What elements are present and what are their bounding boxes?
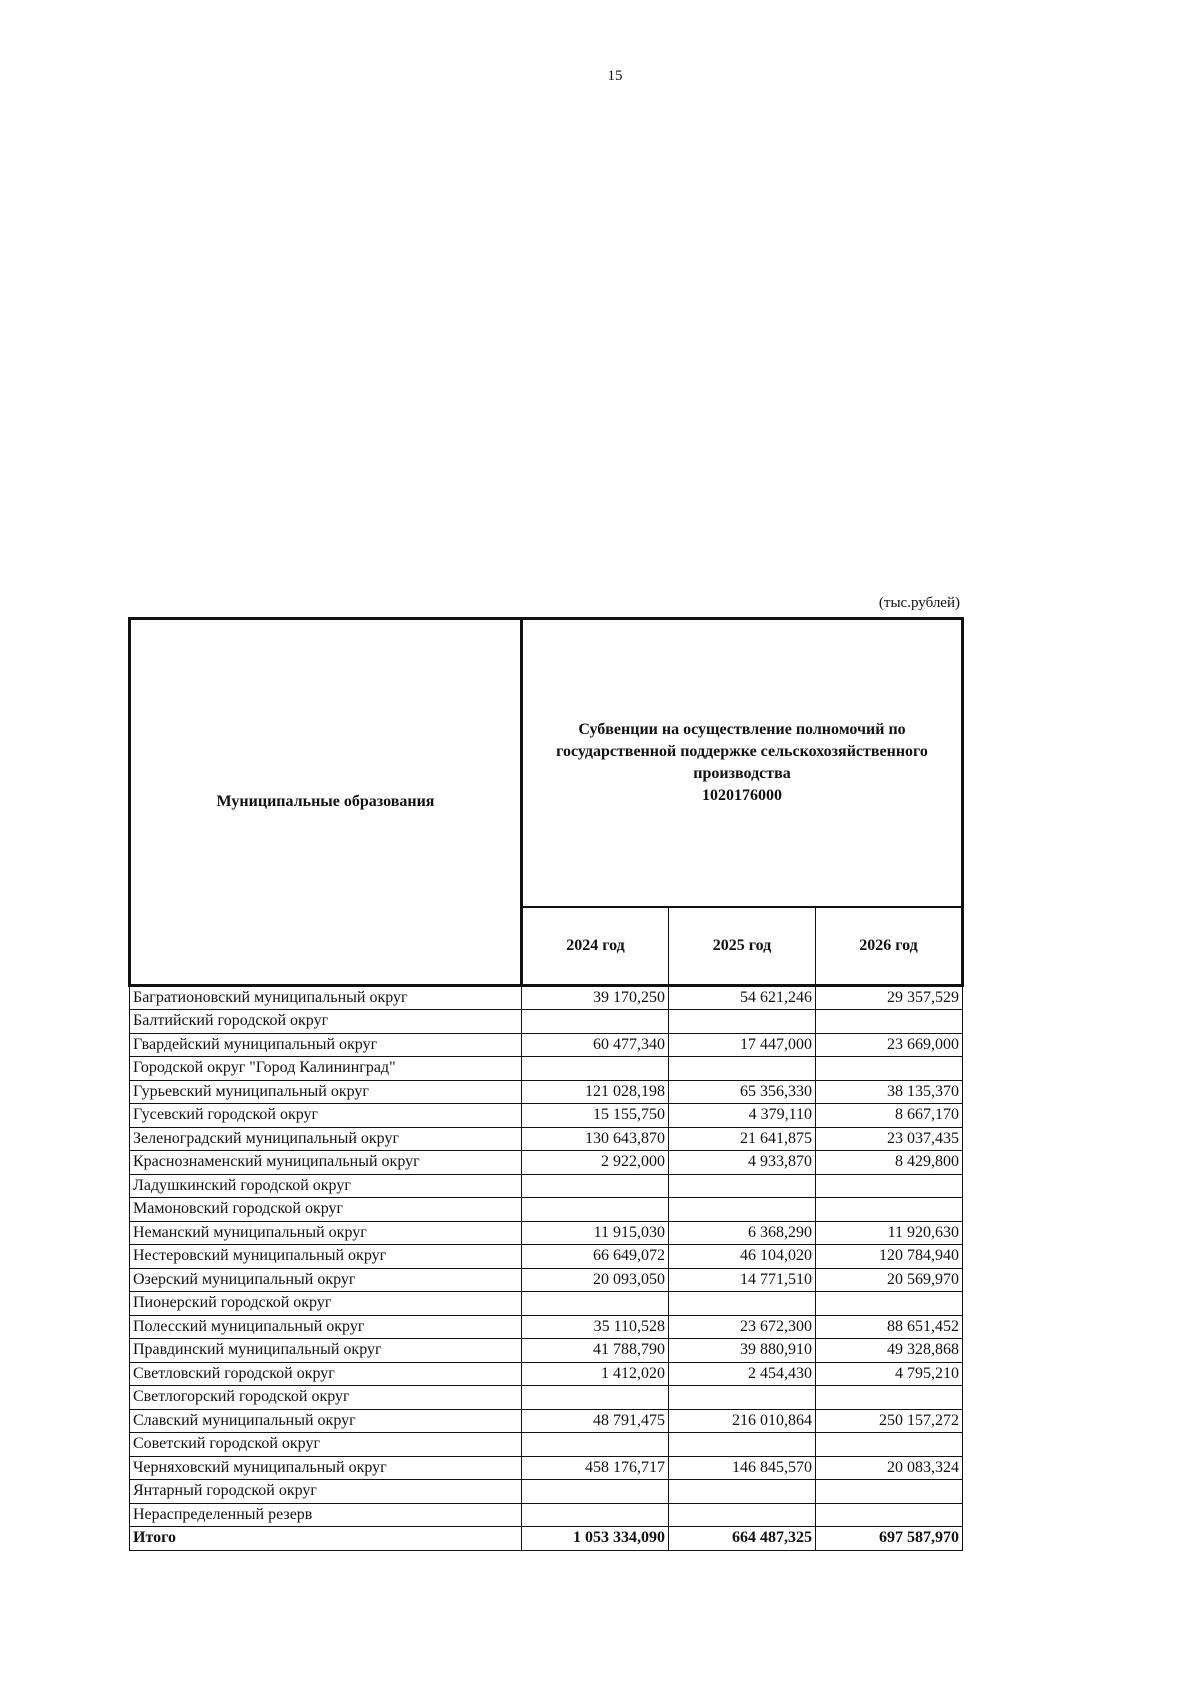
value-2024-cell (522, 1198, 669, 1222)
municipality-name-cell: Городской округ "Город Калининград" (130, 1057, 522, 1081)
municipality-name-cell: Гусевский городской округ (130, 1104, 522, 1128)
table-row (130, 1433, 963, 1457)
value-2026-cell (816, 1057, 963, 1081)
municipality-name-cell: Мамоновский городской округ (130, 1198, 522, 1222)
value-2024-cell: 1 412,020 (522, 1362, 669, 1386)
municipality-name-cell: Гвардейский муниципальный округ (130, 1033, 522, 1057)
municipality-name-cell: Светловский городской округ (130, 1362, 522, 1386)
table-row (130, 1268, 963, 1292)
value-2026-cell (816, 1198, 963, 1222)
table-body (130, 986, 963, 1551)
total-row (130, 1527, 963, 1551)
group-header-code: 1020176000 (702, 787, 782, 805)
value-2024-cell (522, 1174, 669, 1198)
value-2025-cell: 46 104,020 (669, 1245, 816, 1269)
value-2026-cell (816, 1010, 963, 1034)
table-row (130, 1010, 963, 1034)
table-row (130, 1174, 963, 1198)
table-row (130, 1104, 963, 1128)
value-2026-cell (816, 1480, 963, 1504)
value-2026-cell (816, 1503, 963, 1527)
table-row (130, 1033, 963, 1057)
municipality-name-cell: Багратионовский муниципальный округ (130, 986, 522, 1010)
value-2026-cell: 29 357,529 (816, 986, 963, 1010)
group-header-line: производства (693, 765, 791, 783)
value-2026-cell: 38 135,370 (816, 1080, 963, 1104)
value-2026-cell: 23 037,435 (816, 1127, 963, 1151)
table-row (130, 1456, 963, 1480)
value-2024-cell: 130 643,870 (522, 1127, 669, 1151)
municipality-name-cell: Полесский муниципальный округ (130, 1315, 522, 1339)
value-2025-cell: 4 379,110 (669, 1104, 816, 1128)
value-2024-cell: 20 093,050 (522, 1268, 669, 1292)
value-2025-cell: 146 845,570 (669, 1456, 816, 1480)
value-2025-cell (669, 1010, 816, 1034)
value-2025-cell: 4 933,870 (669, 1151, 816, 1175)
value-2026-cell: 8 429,800 (816, 1151, 963, 1175)
value-2024-cell: 39 170,250 (522, 986, 669, 1010)
subsidy-table (128, 617, 964, 1551)
page-number: 15 (607, 68, 623, 84)
value-2024-cell (522, 1503, 669, 1527)
column-header-2025: 2025 год (669, 907, 816, 985)
value-2026-cell: 20 569,970 (816, 1268, 963, 1292)
value-2025-cell: 21 641,875 (669, 1127, 816, 1151)
table-row (130, 1409, 963, 1433)
value-2024-cell: 2 922,000 (522, 1151, 669, 1175)
table-row (130, 1339, 963, 1363)
table-row (130, 1386, 963, 1410)
value-2025-cell: 23 672,300 (669, 1315, 816, 1339)
value-2024-cell (522, 1010, 669, 1034)
table-row (130, 1362, 963, 1386)
municipality-name-cell: Неманский муниципальный округ (130, 1221, 522, 1245)
municipality-name-cell: Советский городской округ (130, 1433, 522, 1457)
value-2024-cell (522, 1057, 669, 1081)
table-row (130, 1315, 963, 1339)
value-2024-cell (522, 1480, 669, 1504)
municipality-name-cell: Озерский муниципальный округ (130, 1268, 522, 1292)
value-2026-cell: 120 784,940 (816, 1245, 963, 1269)
value-2025-cell: 6 368,290 (669, 1221, 816, 1245)
value-2026-cell (816, 1174, 963, 1198)
value-2026-cell (816, 1292, 963, 1316)
column-header-2026: 2026 год (816, 907, 963, 985)
value-2026-cell: 4 795,210 (816, 1362, 963, 1386)
column-header-municipality: Муниципальные образования (130, 619, 522, 986)
total-label-cell: Итого (130, 1527, 522, 1551)
table-row (130, 1503, 963, 1527)
municipality-name-cell: Славский муниципальный округ (130, 1409, 522, 1433)
table-row (130, 1292, 963, 1316)
table-row (130, 1221, 963, 1245)
municipality-name-cell: Янтарный городской округ (130, 1480, 522, 1504)
header-row (130, 619, 963, 908)
municipality-name-cell: Правдинский муниципальный округ (130, 1339, 522, 1363)
value-2024-cell: 121 028,198 (522, 1080, 669, 1104)
value-2024-cell (522, 1386, 669, 1410)
value-2024-cell (522, 1292, 669, 1316)
column-header-2024: 2024 год (522, 907, 669, 985)
value-2025-cell (669, 1057, 816, 1081)
municipality-name-cell: Гурьевский муниципальный округ (130, 1080, 522, 1104)
total-2025-cell: 664 487,325 (669, 1527, 816, 1551)
municipality-name-cell: Ладушкинский городской округ (130, 1174, 522, 1198)
value-2025-cell (669, 1198, 816, 1222)
group-header-line: государственной поддержке сельскохозяйственного (556, 743, 928, 761)
total-2024-cell: 1 053 334,090 (522, 1527, 669, 1551)
value-2026-cell: 11 920,630 (816, 1221, 963, 1245)
value-2025-cell: 17 447,000 (669, 1033, 816, 1057)
value-2025-cell: 65 356,330 (669, 1080, 816, 1104)
value-2025-cell: 216 010,864 (669, 1409, 816, 1433)
column-header-subsidy-group (522, 619, 963, 908)
value-2024-cell: 48 791,475 (522, 1409, 669, 1433)
value-2024-cell: 60 477,340 (522, 1033, 669, 1057)
value-2026-cell: 23 669,000 (816, 1033, 963, 1057)
value-2024-cell: 66 649,072 (522, 1245, 669, 1269)
value-2026-cell: 20 083,324 (816, 1456, 963, 1480)
value-2024-cell: 15 155,750 (522, 1104, 669, 1128)
value-2026-cell: 88 651,452 (816, 1315, 963, 1339)
value-2024-cell: 35 110,528 (522, 1315, 669, 1339)
table-row (130, 1080, 963, 1104)
value-2024-cell: 11 915,030 (522, 1221, 669, 1245)
value-2026-cell (816, 1433, 963, 1457)
value-2026-cell: 250 157,272 (816, 1409, 963, 1433)
value-2025-cell (669, 1480, 816, 1504)
total-2026-cell: 697 587,970 (816, 1527, 963, 1551)
municipality-name-cell: Светлогорский городской округ (130, 1386, 522, 1410)
value-2024-cell: 458 176,717 (522, 1456, 669, 1480)
municipality-name-cell: Нестеровский муниципальный округ (130, 1245, 522, 1269)
value-2025-cell (669, 1174, 816, 1198)
table-row (130, 1057, 963, 1081)
value-2025-cell: 2 454,430 (669, 1362, 816, 1386)
value-2024-cell (522, 1433, 669, 1457)
value-2025-cell (669, 1503, 816, 1527)
table-row (130, 1151, 963, 1175)
group-header-line: Субвенции на осуществление полномочий по (578, 721, 906, 739)
table-row (130, 1245, 963, 1269)
value-2025-cell: 39 880,910 (669, 1339, 816, 1363)
municipality-name-cell: Нераспределенный резерв (130, 1503, 522, 1527)
value-2025-cell: 14 771,510 (669, 1268, 816, 1292)
value-2026-cell (816, 1386, 963, 1410)
value-2025-cell (669, 1433, 816, 1457)
table-row (130, 1480, 963, 1504)
value-2024-cell: 41 788,790 (522, 1339, 669, 1363)
municipality-name-cell: Пионерский городской округ (130, 1292, 522, 1316)
value-2025-cell (669, 1292, 816, 1316)
table-row (130, 1198, 963, 1222)
units-label: (тыс.рублей) (878, 595, 960, 611)
municipality-name-cell: Краснознаменский муниципальный округ (130, 1151, 522, 1175)
municipality-name-cell: Черняховский муниципальный округ (130, 1456, 522, 1480)
value-2026-cell: 8 667,170 (816, 1104, 963, 1128)
municipality-name-cell: Балтийский городской округ (130, 1010, 522, 1034)
table-row (130, 1127, 963, 1151)
table-row (130, 986, 963, 1010)
value-2026-cell: 49 328,868 (816, 1339, 963, 1363)
value-2025-cell (669, 1386, 816, 1410)
municipality-name-cell: Зеленоградский муниципальный округ (130, 1127, 522, 1151)
value-2025-cell: 54 621,246 (669, 986, 816, 1010)
